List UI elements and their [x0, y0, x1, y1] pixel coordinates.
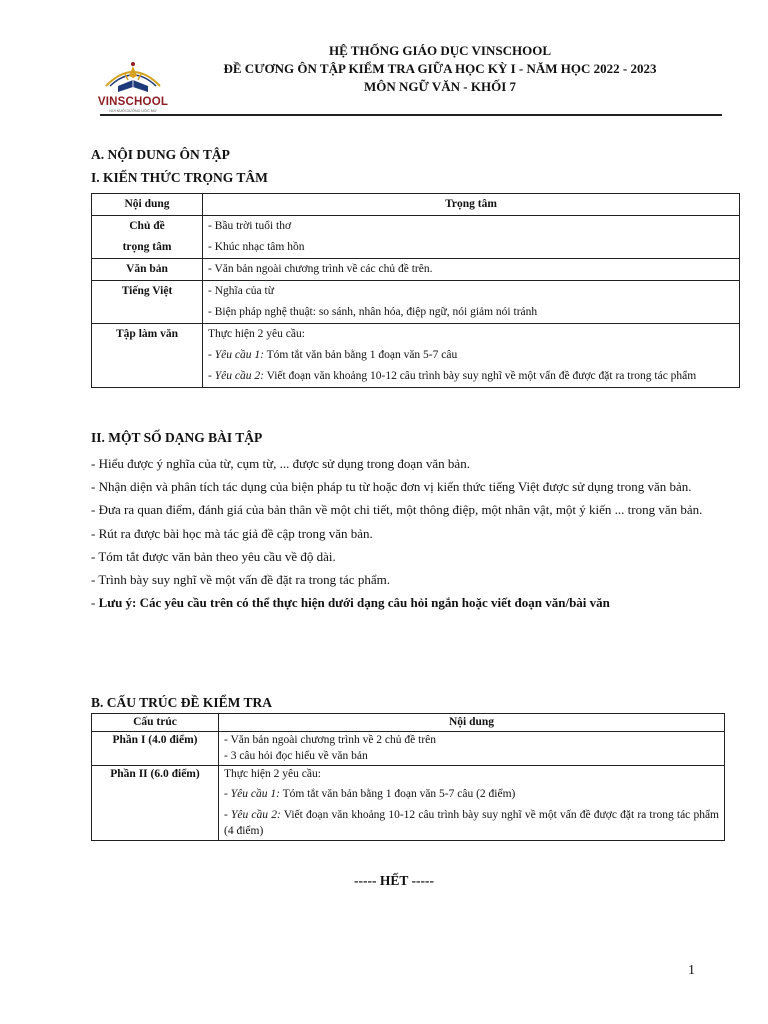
content-line [208, 366, 734, 387]
logo-wordmark: VINSCHOOL [97, 96, 169, 108]
requirement-label: Yêu cầu 2: [231, 808, 281, 821]
row-label: Tập làm văn [92, 324, 203, 388]
section-b-title: B. CẤU TRÚC ĐỀ KIỂM TRA [91, 695, 273, 710]
row-label: Phần II (6.0 điểm) [92, 765, 219, 840]
row-content [219, 731, 725, 765]
row-content [203, 324, 740, 388]
content-line: - Khúc nhạc tâm hồn [208, 241, 305, 253]
row-label-line: trọng tâm [122, 241, 172, 253]
content-line [224, 786, 719, 803]
requirement-text: Tóm tắt văn bản bằng 1 đoạn văn 5-7 câu [263, 349, 458, 361]
table-header-cell: Cấu trúc [92, 714, 219, 732]
row-content [203, 259, 740, 281]
table-row [92, 765, 725, 840]
logo-emblem-icon [92, 56, 174, 96]
vinschool-logo [92, 56, 174, 114]
dash: - [91, 595, 99, 611]
content-line: - 3 câu hỏi đọc hiểu về văn bản [224, 750, 368, 762]
content-line [208, 345, 734, 366]
table-row [92, 259, 740, 281]
content-line: - Bầu trời tuổi thơ [208, 220, 292, 232]
requirement-label: Yêu cầu 1: [214, 349, 264, 361]
dash: - [208, 370, 215, 382]
requirement-text: Viết đoạn văn khoảng 10-12 câu trình bày suy nghĩ về một vấn đề được đặt ra trong tác phẩm (4 điểm) [224, 808, 719, 837]
table-row [92, 324, 740, 388]
row-label [92, 216, 203, 259]
list-item: - Hiểu được ý nghĩa của từ, cụm từ, ... được sử dụng trong đoạn văn bản. [91, 456, 470, 471]
list-item-note [91, 591, 711, 614]
table-header-cell: Nội dung [92, 194, 203, 216]
list-item: - Rút ra được bài học mà tác giả đề cập trong văn bản. [91, 525, 373, 541]
content-line: - Biện pháp nghệ thuật: so sánh, nhân hóa, điệp ngữ, nói giảm nói tránh [208, 306, 538, 318]
table-row [92, 281, 740, 324]
table-row [92, 731, 725, 765]
row-content [203, 216, 740, 259]
row-label-line: Chủ đề [129, 220, 165, 232]
row-label: Tiếng Việt [92, 281, 203, 324]
list-item: - Đưa ra quan điểm, đánh giá của bản thân về một chi tiết, một thông điệp, một nhân vật, một ý kiến ... trong văn bản. [91, 502, 703, 518]
requirement-text: Tóm tắt văn bản bằng 1 đoạn văn 5-7 câu (2 điểm) [279, 788, 516, 800]
end-marker: ----- HẾT ----- [354, 873, 434, 888]
dash: - [224, 808, 231, 821]
requirement-label: Yêu cầu 2: [214, 370, 264, 382]
requirement-label: Yêu cầu 1: [230, 788, 280, 800]
content-line: Thực hiện 2 yêu cầu: [208, 328, 305, 340]
exam-structure-table [91, 713, 725, 841]
page-number: 1 [688, 963, 695, 978]
dash: - [208, 349, 215, 361]
note-text: Lưu ý: Các yêu cầu trên có thể thực hiện dưới dạng câu hỏi ngắn hoặc viết đoạn văn/bài văn [98, 595, 610, 611]
exercise-types-list [91, 452, 711, 614]
header-divider [100, 114, 722, 116]
section-a-title: A. NỘI DUNG ÔN TẬP [91, 147, 230, 162]
content-line: - Văn bản ngoài chương trình về 2 chủ đề trên [224, 733, 437, 746]
list-item: - Trình bày suy nghĩ về một vấn đề đặt ra trong tác phẩm. [91, 572, 390, 588]
row-label: Phần I (4.0 điểm) [92, 731, 219, 765]
document-header [180, 42, 700, 96]
table-row [92, 216, 740, 259]
table-header-cell: Trọng tâm [203, 194, 740, 216]
row-label: Văn bản [92, 259, 203, 281]
focus-knowledge-table [91, 193, 740, 388]
list-item: - Nhận diện và phân tích tác dụng của biện pháp tu từ hoặc đơn vị kiến thức tiếng Việt được sử dụng trong văn bản. [91, 479, 692, 495]
logo-tagline: NƠI NUÔI DƯỠNG ƯỚC MƠ [109, 109, 157, 113]
table-header-cell: Nội dung [219, 714, 725, 732]
row-content [203, 281, 740, 324]
content-line: - Văn bản ngoài chương trình về các chủ đề trên. [208, 263, 433, 275]
list-item: - Tóm tắt được văn bản theo yêu cầu về độ dài. [91, 548, 336, 564]
section-a2-title: II. MỘT SỐ DẠNG BÀI TẬP [91, 430, 263, 445]
section-a-subtitle: I. KIẾN THỨC TRỌNG TÂM [91, 170, 268, 185]
header-line-3: MÔN NGỮ VĂN - KHỐI 7 [363, 79, 517, 94]
content-line: Thực hiện 2 yêu cầu: [224, 767, 321, 780]
row-content [219, 765, 725, 840]
header-line-1: HỆ THỐNG GIÁO DỤC VINSCHOOL [328, 43, 551, 58]
content-line [224, 807, 719, 840]
table-header-row [92, 194, 740, 216]
content-line: - Nghĩa của từ [208, 285, 274, 297]
requirement-text: Viết đoạn văn khoảng 10-12 câu trình bày suy nghĩ về một vấn đề được đặt ra trong tác phẩm [263, 370, 697, 382]
table-header-row [92, 714, 725, 732]
dash: - [224, 788, 231, 800]
header-line-2: ĐỀ CƯƠNG ÔN TẬP KIỂM TRA GIỮA HỌC KỲ I - NĂM HỌC 2022 - 2023 [223, 61, 657, 76]
